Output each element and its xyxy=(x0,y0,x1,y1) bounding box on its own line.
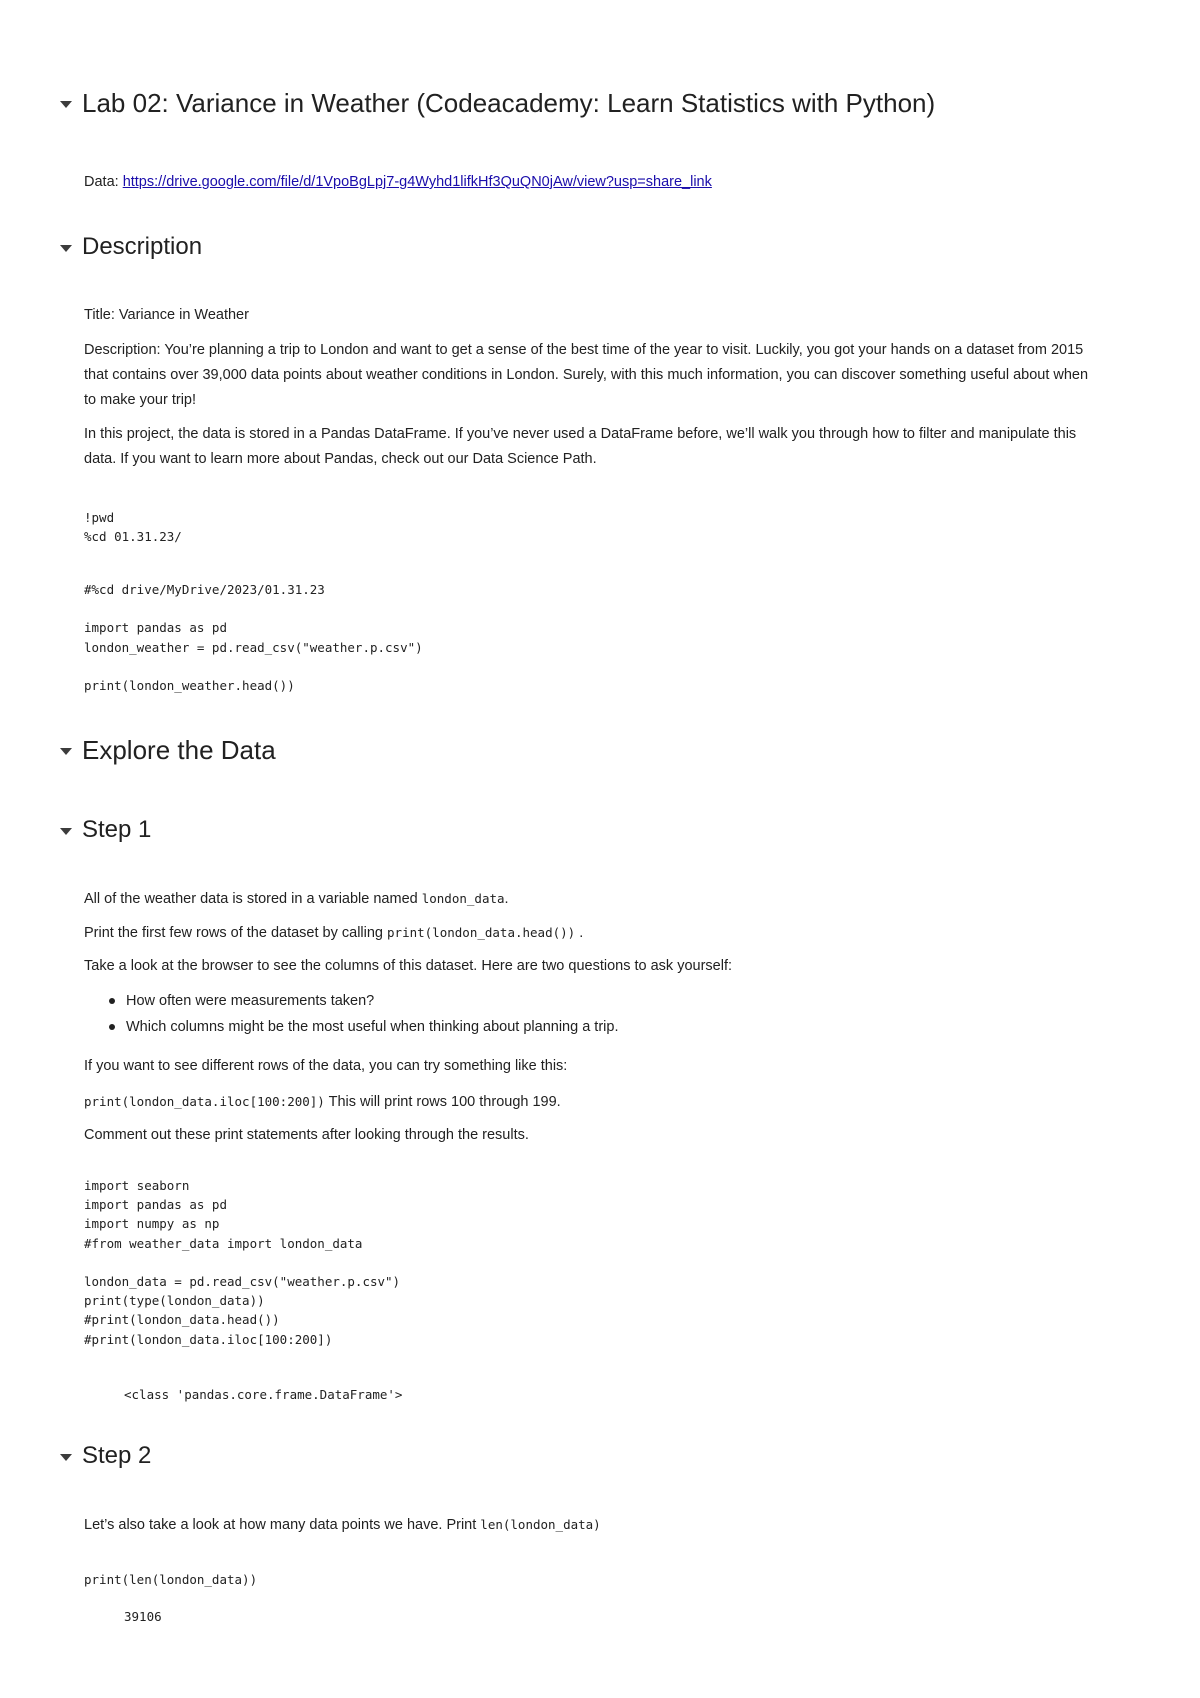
data-link[interactable]: https://drive.google.com/file/d/1VpoBgLpj7-g4Wyhd1lifkHf3QuQN0jAw/view?usp=share_link xyxy=(122,174,712,190)
inline-code: print(london_data.head()) xyxy=(387,925,576,940)
collapse-caret-icon[interactable] xyxy=(60,101,72,108)
data-label: Data: xyxy=(84,174,123,190)
output-cell-1: <class 'pandas.core.frame.DataFrame'> xyxy=(124,1387,403,1402)
step1-bullet-list xyxy=(104,988,618,1040)
description-title-line: Title: Variance in Weather xyxy=(84,307,249,323)
description-paragraph-2: In this project, the data is stored in a Pandas DataFrame. If you’ve never used a DataFrame before, we’ll walk you through how to filter and manipulate this data. If you want to learn more about Pandas, check out our Data Science Path. xyxy=(84,426,1077,467)
description-paragraph-1: Description: You’re planning a trip to London and want to get a sense of the best time of the year to visit. Luckily, you got your hands on a dataset from 2015 that contains over 39,000 data points about weather conditions in London. Surely, with this much information, you can discover something useful about when to make your trip! xyxy=(84,342,1089,408)
collapse-caret-icon[interactable] xyxy=(60,828,72,835)
step2-title: Step 2 xyxy=(82,1442,152,1469)
inline-code: print(london_data.iloc[100:200]) xyxy=(84,1094,325,1109)
inline-code: len(london_data) xyxy=(480,1517,601,1532)
step2-text: Let’s also take a look at how many data points we have. Print xyxy=(84,1517,481,1533)
step1-text: . xyxy=(579,925,584,941)
step1-line-2 xyxy=(84,920,1094,946)
inline-code: london_data xyxy=(421,891,505,906)
step1-line-3: Take a look at the browser to see the columns of this dataset. Here are two questions to ask yourself: xyxy=(84,958,733,974)
list-item: Which columns might be the most useful when thinking about planning a trip. xyxy=(126,1014,618,1040)
code-cell-2[interactable]: #%cd drive/MyDrive/2023/01.31.23 import pandas as pd london_weather = pd.read_csv("weather.p.csv") print(london_weather.head()) xyxy=(84,582,423,694)
collapse-caret-icon[interactable] xyxy=(60,748,72,755)
output-cell-2: 39106 xyxy=(124,1609,162,1624)
collapse-caret-icon[interactable] xyxy=(60,245,72,252)
step1-text: Print the first few rows of the dataset by calling xyxy=(84,925,388,941)
data-link-line xyxy=(84,170,1094,195)
code-cell-3[interactable]: import seaborn import pandas as pd import numpy as np #from weather_data import london_data london_data = pd.read_csv("weather.p.csv") print(type(london_data)) #print(london_data.head()) #print(london_data.iloc[100:200]) xyxy=(84,1178,401,1347)
section-heading-lab xyxy=(60,88,935,119)
list-item: How often were measurements taken? xyxy=(126,988,618,1014)
lab-title: Lab 02: Variance in Weather (Codeacademy: Learn Statistics with Python) xyxy=(82,88,936,118)
description-title: Description xyxy=(82,233,203,260)
step1-text: All of the weather data is stored in a variable named xyxy=(84,891,422,907)
explore-title: Explore the Data xyxy=(82,735,276,765)
section-heading-description xyxy=(60,233,202,261)
step1-line-5 xyxy=(84,1089,1094,1115)
section-heading-step1 xyxy=(60,816,151,844)
step1-title: Step 1 xyxy=(82,816,152,843)
code-cell-4[interactable]: print(len(london_data)) xyxy=(84,1572,258,1587)
collapse-caret-icon[interactable] xyxy=(60,1454,72,1461)
code-cell-1[interactable]: !pwd %cd 01.31.23/ xyxy=(84,510,182,545)
step1-line-4: If you want to see different rows of the data, you can try something like this: xyxy=(84,1058,568,1074)
step2-line-1 xyxy=(84,1512,1094,1538)
step1-line-1 xyxy=(84,886,1094,912)
section-heading-step2 xyxy=(60,1442,151,1470)
section-heading-explore xyxy=(60,735,276,766)
step1-line-6: Comment out these print statements after looking through the results. xyxy=(84,1127,529,1143)
step1-text: This will print rows 100 through 199. xyxy=(324,1094,561,1110)
step1-text: . xyxy=(504,891,509,907)
